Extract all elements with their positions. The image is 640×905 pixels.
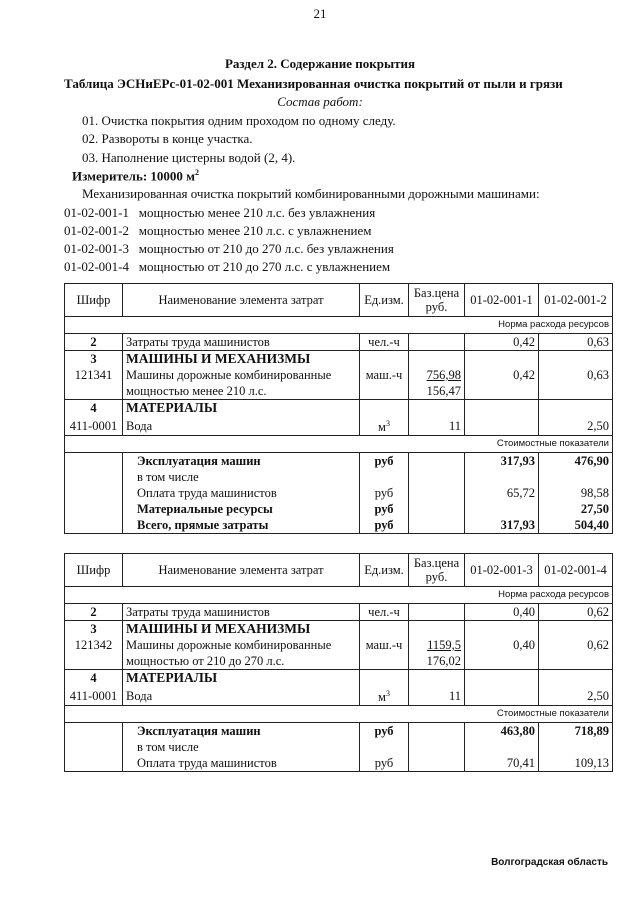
row-price: 11 [409,686,465,706]
cost-row [65,706,613,723]
table-row [65,367,613,400]
footer-region: Волгоградская область [491,857,608,868]
row-unit: $м^3$ [360,686,409,706]
table-row [65,670,613,687]
description: Механизированная очистка покрытий комбинированными дорожными машинами: [82,186,540,201]
row-value-2: 0,62 [539,637,613,670]
table-title: Таблица ЭСНиЕРс-01-02-001 Механизированная очистка покрытий от пыли и грязи [64,76,563,91]
cost-unit: руб [360,755,409,772]
page-number: 21 [313,6,327,21]
table-row [65,755,613,772]
cost-value-1: 463,80 [465,723,539,740]
cost-value-2: 98,58 [539,485,613,501]
row-code: 2 [65,334,123,351]
row-price: 11 [409,416,465,436]
row-price [409,334,465,351]
row-name: Вода [123,416,360,436]
table-row [65,604,613,621]
row-unit: $м^3$ [360,416,409,436]
cost-unit: руб [360,517,409,534]
row-name: МАТЕРИАЛЫ [123,400,360,417]
cost-name: Эксплуатация машин [123,723,360,740]
norm-label: Норма расхода ресурсов [65,587,613,604]
row-name: Машины дорожные комбинированные мощностью менее 210 л.с. [123,367,360,400]
variant-line: 01-02-001-3 мощностью от 210 до 270 л.с. без увлажнения [64,241,394,256]
cost-value-2: 27,50 [539,501,613,517]
row-code: 3 [65,621,123,638]
work-heading: Состав работ: [277,94,363,109]
row-code: 121341 [65,367,123,400]
header-name: Наименование элемента затрат [123,554,360,587]
cost-name: в том числе [123,739,360,755]
table-row [65,517,613,534]
table-header-row [65,284,613,317]
row-code: 411-0001 [65,686,123,706]
cost-unit: руб [360,453,409,470]
row-code: 4 [65,670,123,687]
row-value-1: 0,40 [465,604,539,621]
row-code: 4 [65,400,123,417]
row-value-2: 0,63 [539,334,613,351]
header-code: Шифр [65,554,123,587]
table-row [65,621,613,638]
cost-value-2: 109,13 [539,755,613,772]
cost-value-1: 65,72 [465,485,539,501]
cost-name: Материальные ресурсы [123,501,360,517]
row-name: Затраты труда машинистов [123,334,360,351]
variant-line: 01-02-001-4 мощностью от 210 до 270 л.с. с увлажнением [64,259,391,274]
section-title: Раздел 2. Содержание покрытия [224,56,416,71]
row-code: 2 [65,604,123,621]
cost-unit: руб [360,501,409,517]
resource-table-2 [64,553,613,772]
cost-value-1: 70,41 [465,755,539,772]
row-name: Машины дорожные комбинированные мощностью от 210 до 270 л.с. [123,637,360,670]
row-name: Затраты труда машинистов [123,604,360,621]
table-row [65,416,613,436]
header-col1: 01-02-001-3 [465,554,539,587]
cost-name: Оплата труда машинистов [123,485,360,501]
row-price: 756,98 156,47 [409,367,465,400]
row-unit: чел.-ч [360,334,409,351]
norm-row [65,317,613,334]
measure-label: Измеритель: 10000 $м^2$ [72,168,200,184]
cost-value-2: 718,89 [539,723,613,740]
variant-line: 01-02-001-1 мощностью менее 210 л.с. без увлажнения [64,205,376,220]
cost-unit: руб [360,485,409,501]
header-unit: Ед.изм. [360,554,409,587]
work-item: 01. Очистка покрытия одним проходом по одному следу. [82,113,396,128]
row-name: МАШИНЫ И МЕХАНИЗМЫ [123,351,360,368]
row-unit: маш.-ч [360,637,409,670]
table-row [65,351,613,368]
table-row [65,400,613,417]
row-name: МАШИНЫ И МЕХАНИЗМЫ [123,621,360,638]
row-value-2: 0,63 [539,367,613,400]
row-name: Вода [123,686,360,706]
header-col2: 01-02-001-2 [539,284,613,317]
header-unit: Ед.изм. [360,284,409,317]
cost-value-1: 317,93 [465,453,539,470]
row-unit: чел.-ч [360,604,409,621]
row-value-2: 2,50 [539,416,613,436]
norm-row [65,587,613,604]
table-header-row [65,554,613,587]
cost-name: Оплата труда машинистов [123,755,360,772]
table-row [65,723,613,740]
row-value-1: 0,42 [465,334,539,351]
row-code: 121342 [65,637,123,670]
header-price: Баз.цена руб. [409,554,465,587]
row-unit: маш.-ч [360,367,409,400]
cost-value-2: 504,40 [539,517,613,534]
cost-name: Всего, прямые затраты [123,517,360,534]
cost-label: Стоимостные показатели [65,706,613,723]
cost-name: Эксплуатация машин [123,453,360,470]
table-row [65,739,613,755]
row-code: 411-0001 [65,416,123,436]
cost-value-2: 476,90 [539,453,613,470]
header-col2: 01-02-001-4 [539,554,613,587]
table-row [65,469,613,485]
work-item: 03. Наполнение цистерны водой (2, 4). [82,150,296,165]
row-value-2: 0,62 [539,604,613,621]
resource-table-1 [64,283,613,534]
header-price: Баз.цена руб. [409,284,465,317]
cost-label: Стоимостные показатели [65,436,613,453]
work-item: 02. Развороты в конце участка. [82,131,253,146]
table-row [65,334,613,351]
variant-line: 01-02-001-2 мощностью менее 210 л.с. с увлажнением [64,223,372,238]
cost-unit: руб [360,723,409,740]
row-value-2: 2,50 [539,686,613,706]
cost-value-1 [465,501,539,517]
row-code: 3 [65,351,123,368]
table-row [65,686,613,706]
table-row [65,453,613,470]
row-value-1: 0,40 [465,637,539,670]
norm-label: Норма расхода ресурсов [65,317,613,334]
row-price: 1159,5 176,02 [409,637,465,670]
row-price [409,604,465,621]
row-name: МАТЕРИАЛЫ [123,670,360,687]
cost-name: в том числе [123,469,360,485]
header-col1: 01-02-001-1 [465,284,539,317]
header-name: Наименование элемента затрат [123,284,360,317]
row-value-1: 0,42 [465,367,539,400]
table-row [65,637,613,670]
header-code: Шифр [65,284,123,317]
table-row [65,501,613,517]
row-value-1 [465,686,539,706]
cost-row [65,436,613,453]
row-value-1 [465,416,539,436]
table-row [65,485,613,501]
cost-value-1: 317,93 [465,517,539,534]
